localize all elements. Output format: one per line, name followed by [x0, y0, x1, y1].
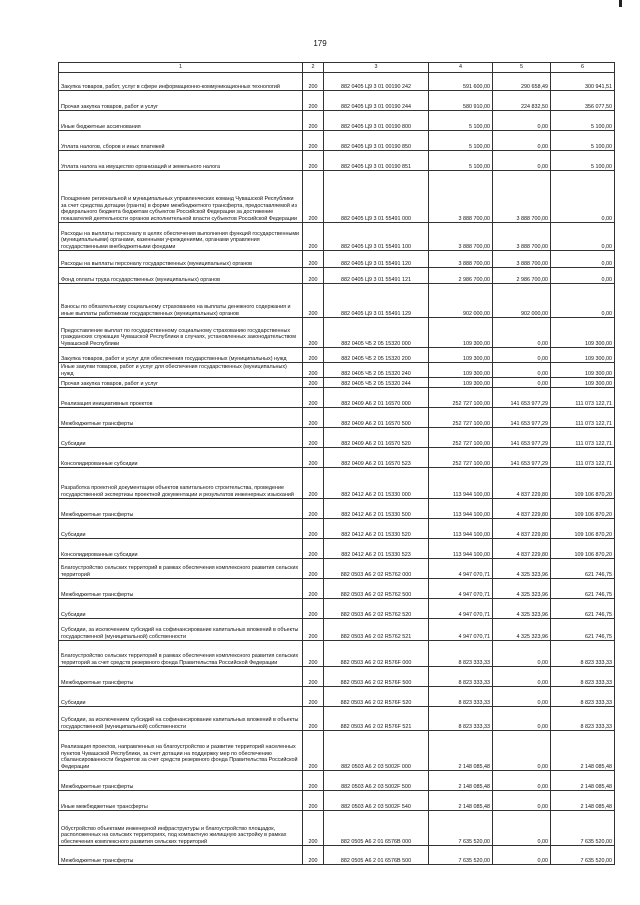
expenditure-name: Реализация проектов, направленных на благоустройство и развитие территорий населенных пунктов Чувашской Республики, за счет дотации на поддержку мер по обеспечению сбалансированности бюджетов за счет средств резервного фонда Правительства Российской Федерации — [59, 731, 303, 771]
code-column-2: 200 — [303, 519, 324, 539]
expenditure-name: Иные межбюджетные трансферты — [59, 791, 303, 811]
amount-col-4: 7 635 520,00 — [429, 846, 493, 865]
amount-col-6: 2 148 085,48 — [551, 791, 615, 811]
amount-col-6: 0,00 — [551, 268, 615, 284]
budget-code: 882 0503 А6 2 02 R576F 000 — [324, 641, 429, 667]
amount-col-6: 111 073 122,71 — [551, 388, 615, 408]
table-row — [59, 131, 615, 151]
amount-col-5: 0,00 — [493, 131, 551, 151]
amount-col-4: 109 300,00 — [429, 363, 493, 378]
budget-code: 882 0405 Ч5 2 05 15320 240 — [324, 363, 429, 378]
amount-col-6: 621 746,75 — [551, 579, 615, 599]
budget-code: 882 0503 А6 2 02 R5762 500 — [324, 579, 429, 599]
table-row — [59, 641, 615, 667]
budget-code: 882 0405 Ц9 3 01 00190 850 — [324, 131, 429, 151]
table-row — [59, 687, 615, 707]
amount-col-4: 109 300,00 — [429, 348, 493, 363]
amount-col-6: 109 106 870,20 — [551, 519, 615, 539]
amount-col-4: 4 947 070,71 — [429, 619, 493, 641]
expenditure-name: Прочая закупка товаров, работ и услуг — [59, 91, 303, 111]
code-column-2: 200 — [303, 388, 324, 408]
code-column-2: 200 — [303, 687, 324, 707]
code-column-2: 200 — [303, 91, 324, 111]
budget-code: 882 0405 Ц9 3 01 55491 100 — [324, 223, 429, 251]
code-column-2: 200 — [303, 428, 324, 448]
expenditure-name: Реализация инициативных проектов — [59, 388, 303, 408]
amount-col-5: 141 653 977,29 — [493, 428, 551, 448]
header-col-4: 4 — [429, 63, 493, 73]
table-row — [59, 91, 615, 111]
table-row — [59, 707, 615, 731]
amount-col-5: 0,00 — [493, 771, 551, 791]
expenditure-name: Благоустройство сельских территорий в рамках обеспечения комплексного развития сельских территорий за счет средств резервного фонда Правительства Российской Федерации — [59, 641, 303, 667]
budget-code: 882 0405 Ц9 3 01 55491 000 — [324, 171, 429, 223]
amount-col-5: 0,00 — [493, 791, 551, 811]
code-column-2: 200 — [303, 707, 324, 731]
amount-col-5: 4 325 323,96 — [493, 579, 551, 599]
code-column-2: 200 — [303, 468, 324, 499]
budget-code: 882 0405 Ч5 2 05 15320 200 — [324, 348, 429, 363]
amount-col-5: 0,00 — [493, 348, 551, 363]
amount-col-4: 113 944 100,00 — [429, 468, 493, 499]
table-row — [59, 268, 615, 284]
budget-code: 882 0503 А6 2 03 5002F 500 — [324, 771, 429, 791]
amount-col-4: 113 944 100,00 — [429, 519, 493, 539]
code-column-2: 200 — [303, 378, 324, 388]
amount-col-4: 5 100,00 — [429, 111, 493, 131]
code-column-2: 200 — [303, 811, 324, 846]
amount-col-6: 109 106 870,20 — [551, 468, 615, 499]
table-row — [59, 408, 615, 428]
code-column-2: 200 — [303, 641, 324, 667]
header-col-1: 1 — [59, 63, 303, 73]
expenditure-name: Уплата налога на имущество организаций и земельного налога — [59, 151, 303, 171]
amount-col-4: 252 727 100,00 — [429, 408, 493, 428]
amount-col-5: 0,00 — [493, 111, 551, 131]
budget-code: 882 0405 Ц9 3 01 55491 121 — [324, 268, 429, 284]
amount-col-4: 109 300,00 — [429, 318, 493, 348]
amount-col-5: 3 888 700,00 — [493, 171, 551, 223]
amount-col-4: 2 148 085,48 — [429, 791, 493, 811]
amount-col-6: 109 106 870,20 — [551, 539, 615, 559]
budget-code: 882 0409 А6 2 01 16570 500 — [324, 408, 429, 428]
budget-code: 882 0503 А6 2 02 R5762 520 — [324, 599, 429, 619]
amount-col-5: 224 832,50 — [493, 91, 551, 111]
amount-col-4: 591 600,00 — [429, 73, 493, 91]
header-col-5: 5 — [493, 63, 551, 73]
amount-col-4: 3 888 700,00 — [429, 223, 493, 251]
amount-col-6: 356 077,50 — [551, 91, 615, 111]
expenditure-name: Субсидии — [59, 599, 303, 619]
amount-col-4: 902 000,00 — [429, 284, 493, 318]
header-col-2: 2 — [303, 63, 324, 73]
code-column-2: 200 — [303, 846, 324, 865]
amount-col-5: 3 888 700,00 — [493, 251, 551, 268]
code-column-2: 200 — [303, 73, 324, 91]
table-row — [59, 468, 615, 499]
code-column-2: 200 — [303, 731, 324, 771]
budget-code: 882 0405 Ц9 3 01 00190 244 — [324, 91, 429, 111]
table-row — [59, 667, 615, 687]
amount-col-6: 111 073 122,71 — [551, 448, 615, 468]
table-row — [59, 846, 615, 865]
expenditure-name: Поощрение региональной и муниципальных управленческих команд Чувашской Республики за счет средства дотации (гранта) в форме межбюджетного трансферта, предоставляемой из федерального бюджета бюджетам субъектов Российской Федерации за достижение показателей деятельности органов исполнительной власти субъектов Российской Федерации — [59, 171, 303, 223]
budget-code: 882 0405 Ч5 2 05 15320 000 — [324, 318, 429, 348]
table-row — [59, 519, 615, 539]
amount-col-5: 0,00 — [493, 811, 551, 846]
amount-col-4: 3 888 700,00 — [429, 251, 493, 268]
amount-col-4: 3 888 700,00 — [429, 171, 493, 223]
amount-col-5: 0,00 — [493, 151, 551, 171]
expenditure-name: Разработка проектной документации объектов капитального строительства, проведение государственной экспертизы проектной документации и результатов инженерных изысканий — [59, 468, 303, 499]
budget-code: 882 0405 Ц9 3 01 55491 129 — [324, 284, 429, 318]
amount-col-6: 111 073 122,71 — [551, 428, 615, 448]
amount-col-5: 4 325 323,96 — [493, 619, 551, 641]
amount-col-6: 621 746,75 — [551, 559, 615, 579]
table-row — [59, 579, 615, 599]
amount-col-4: 5 100,00 — [429, 131, 493, 151]
expenditure-name: Закупка товаров, работ и услуг для обеспечения государственных (муниципальных) нужд — [59, 348, 303, 363]
amount-col-6: 111 073 122,71 — [551, 408, 615, 428]
amount-col-5: 4 837 229,80 — [493, 468, 551, 499]
amount-col-6: 109 300,00 — [551, 378, 615, 388]
budget-code: 882 0405 Ц9 3 01 00190 242 — [324, 73, 429, 91]
amount-col-6: 5 100,00 — [551, 111, 615, 131]
expenditure-name: Консолидированные субсидии — [59, 539, 303, 559]
expenditure-name: Прочая закупка товаров, работ и услуг — [59, 378, 303, 388]
amount-col-6: 2 148 085,48 — [551, 731, 615, 771]
code-column-2: 200 — [303, 771, 324, 791]
amount-col-4: 2 986 700,00 — [429, 268, 493, 284]
expenditure-name: Расходы на выплаты персоналу в целях обеспечения выполнения функций государственными (муниципальными) органами, казенными учреждениями, органами управления государственными внебюджетными фондами — [59, 223, 303, 251]
amount-col-6: 621 746,75 — [551, 619, 615, 641]
amount-col-4: 2 148 085,48 — [429, 771, 493, 791]
table-row — [59, 171, 615, 223]
table-row — [59, 539, 615, 559]
budget-code: 882 0503 А6 2 02 R576F 500 — [324, 667, 429, 687]
amount-col-5: 4 837 229,80 — [493, 519, 551, 539]
header-col-3: 3 — [324, 63, 429, 73]
table-row — [59, 811, 615, 846]
expenditure-name: Уплата налогов, сборов и иных платежей — [59, 131, 303, 151]
amount-col-6: 5 100,00 — [551, 151, 615, 171]
code-column-2: 200 — [303, 251, 324, 268]
amount-col-4: 113 944 100,00 — [429, 539, 493, 559]
table-row — [59, 284, 615, 318]
table-row — [59, 73, 615, 91]
expenditure-name: Иные закупки товаров, работ и услуг для обеспечения государственных (муниципальных) нужд — [59, 363, 303, 378]
table-row — [59, 223, 615, 251]
amount-col-6: 109 300,00 — [551, 348, 615, 363]
amount-col-4: 4 947 070,71 — [429, 599, 493, 619]
code-column-2: 200 — [303, 539, 324, 559]
code-column-2: 200 — [303, 223, 324, 251]
amount-col-6: 0,00 — [551, 223, 615, 251]
table-row — [59, 771, 615, 791]
amount-col-6: 8 823 333,33 — [551, 687, 615, 707]
scan-mark — [619, 0, 622, 7]
code-column-2: 200 — [303, 599, 324, 619]
header-row — [59, 63, 615, 73]
budget-code: 882 0503 А6 2 03 5002F 540 — [324, 791, 429, 811]
code-column-2: 200 — [303, 499, 324, 519]
amount-col-5: 902 000,00 — [493, 284, 551, 318]
amount-col-4: 252 727 100,00 — [429, 388, 493, 408]
expenditure-name: Субсидии — [59, 687, 303, 707]
amount-col-5: 0,00 — [493, 846, 551, 865]
budget-code: 882 0503 А6 2 02 R5762 521 — [324, 619, 429, 641]
amount-col-5: 0,00 — [493, 363, 551, 378]
amount-col-6: 8 823 333,33 — [551, 707, 615, 731]
table-row — [59, 111, 615, 131]
expenditure-name: Предоставление выплат по государственному социальному страхованию государственных гражданских служащих Чувашской Республики в случаях, установленных законодательством Чувашской Республики — [59, 318, 303, 348]
budget-code: 882 0503 А6 2 02 R576F 521 — [324, 707, 429, 731]
code-column-2: 200 — [303, 667, 324, 687]
amount-col-5: 4 325 323,96 — [493, 599, 551, 619]
code-column-2: 200 — [303, 171, 324, 223]
amount-col-4: 109 300,00 — [429, 378, 493, 388]
expenditure-name: Межбюджетные трансферты — [59, 846, 303, 865]
code-column-2: 200 — [303, 363, 324, 378]
table-row — [59, 318, 615, 348]
expenditure-name: Иные бюджетные ассигнования — [59, 111, 303, 131]
table-row — [59, 448, 615, 468]
amount-col-6: 7 635 520,00 — [551, 846, 615, 865]
amount-col-4: 4 947 070,71 — [429, 559, 493, 579]
code-column-2: 200 — [303, 579, 324, 599]
header-col-6: 6 — [551, 63, 615, 73]
amount-col-6: 109 300,00 — [551, 318, 615, 348]
code-column-2: 200 — [303, 111, 324, 131]
expenditure-name: Межбюджетные трансферты — [59, 771, 303, 791]
budget-code: 882 0505 А6 2 01 6576В 500 — [324, 846, 429, 865]
budget-table — [58, 62, 615, 865]
amount-col-4: 7 635 520,00 — [429, 811, 493, 846]
budget-code: 882 0412 А6 2 01 15330 500 — [324, 499, 429, 519]
amount-col-6: 8 823 333,33 — [551, 667, 615, 687]
budget-code: 882 0412 А6 2 01 15330 000 — [324, 468, 429, 499]
budget-code: 882 0405 Ч5 2 05 15320 244 — [324, 378, 429, 388]
expenditure-name: Благоустройство сельских территорий в рамках обеспечения комплексного развития сельских территорий — [59, 559, 303, 579]
table-row — [59, 599, 615, 619]
table-row — [59, 619, 615, 641]
amount-col-4: 252 727 100,00 — [429, 448, 493, 468]
budget-code: 882 0412 А6 2 01 15330 520 — [324, 519, 429, 539]
code-column-2: 200 — [303, 151, 324, 171]
table-row — [59, 731, 615, 771]
amount-col-6: 8 823 333,33 — [551, 641, 615, 667]
budget-code: 882 0409 А6 2 01 16570 523 — [324, 448, 429, 468]
amount-col-5: 4 325 323,96 — [493, 559, 551, 579]
code-column-2: 200 — [303, 448, 324, 468]
expenditure-name: Межбюджетные трансферты — [59, 667, 303, 687]
amount-col-5: 141 653 977,29 — [493, 388, 551, 408]
amount-col-4: 2 148 085,48 — [429, 731, 493, 771]
amount-col-4: 8 823 333,33 — [429, 707, 493, 731]
amount-col-5: 4 837 229,80 — [493, 499, 551, 519]
amount-col-5: 290 658,49 — [493, 73, 551, 91]
amount-col-5: 0,00 — [493, 378, 551, 388]
amount-col-4: 4 947 070,71 — [429, 579, 493, 599]
expenditure-name: Межбюджетные трансферты — [59, 579, 303, 599]
expenditure-name: Межбюджетные трансферты — [59, 408, 303, 428]
amount-col-5: 3 888 700,00 — [493, 223, 551, 251]
amount-col-4: 8 823 333,33 — [429, 667, 493, 687]
amount-col-6: 7 635 520,00 — [551, 811, 615, 846]
amount-col-5: 0,00 — [493, 641, 551, 667]
expenditure-name: Фонд оплаты труда государственных (муниципальных) органов — [59, 268, 303, 284]
budget-code: 882 0405 Ц9 3 01 00190 851 — [324, 151, 429, 171]
amount-col-6: 5 100,00 — [551, 131, 615, 151]
amount-col-5: 4 837 229,80 — [493, 539, 551, 559]
amount-col-5: 0,00 — [493, 667, 551, 687]
amount-col-5: 0,00 — [493, 687, 551, 707]
page-number: 179 — [313, 39, 327, 48]
expenditure-name: Субсидии — [59, 428, 303, 448]
code-column-2: 200 — [303, 131, 324, 151]
table-row — [59, 378, 615, 388]
amount-col-5: 141 653 977,29 — [493, 408, 551, 428]
code-column-2: 200 — [303, 408, 324, 428]
expenditure-name: Субсидии — [59, 519, 303, 539]
code-column-2: 200 — [303, 284, 324, 318]
budget-code: 882 0503 А6 2 02 R576F 520 — [324, 687, 429, 707]
table-row — [59, 388, 615, 408]
budget-code: 882 0503 А6 2 02 R5762 000 — [324, 559, 429, 579]
code-column-2: 200 — [303, 559, 324, 579]
budget-code: 882 0503 А6 2 03 5002F 000 — [324, 731, 429, 771]
amount-col-4: 5 100,00 — [429, 151, 493, 171]
code-column-2: 200 — [303, 318, 324, 348]
amount-col-4: 8 823 333,33 — [429, 641, 493, 667]
table-row — [59, 251, 615, 268]
amount-col-6: 2 148 085,48 — [551, 771, 615, 791]
code-column-2: 200 — [303, 791, 324, 811]
budget-code: 882 0409 А6 2 01 16570 520 — [324, 428, 429, 448]
expenditure-name: Взносы по обязательному социальному страхованию на выплаты денежного содержания и иные выплаты работникам государственных (муниципальных) органов — [59, 284, 303, 318]
table-row — [59, 428, 615, 448]
amount-col-6: 621 746,75 — [551, 599, 615, 619]
budget-code: 882 0412 А6 2 01 15330 523 — [324, 539, 429, 559]
table-row — [59, 151, 615, 171]
expenditure-name: Консолидированные субсидии — [59, 448, 303, 468]
table-row — [59, 499, 615, 519]
amount-col-6: 109 300,00 — [551, 363, 615, 378]
amount-col-5: 2 986 700,00 — [493, 268, 551, 284]
amount-col-4: 8 823 333,33 — [429, 687, 493, 707]
expenditure-name: Субсидии, за исключением субсидий на софинансирование капитальных вложений в объекты государственной (муниципальной) собственности — [59, 707, 303, 731]
expenditure-name: Субсидии, за исключением субсидий на софинансирование капитальных вложений в объекты государственной (муниципальной) собственности — [59, 619, 303, 641]
amount-col-4: 113 944 100,00 — [429, 499, 493, 519]
expenditure-name: Расходы на выплаты персоналу государственных (муниципальных) органов — [59, 251, 303, 268]
code-column-2: 200 — [303, 619, 324, 641]
table-row — [59, 348, 615, 363]
code-column-2: 200 — [303, 348, 324, 363]
expenditure-name: Закупка товаров, работ, услуг в сфере информационно-коммуникационных технологий — [59, 73, 303, 91]
amount-col-5: 0,00 — [493, 318, 551, 348]
expenditure-name: Межбюджетные трансферты — [59, 499, 303, 519]
amount-col-6: 0,00 — [551, 171, 615, 223]
budget-code: 882 0409 А6 2 01 16570 000 — [324, 388, 429, 408]
amount-col-4: 252 727 100,00 — [429, 428, 493, 448]
amount-col-6: 0,00 — [551, 251, 615, 268]
amount-col-5: 0,00 — [493, 731, 551, 771]
amount-col-6: 109 106 870,20 — [551, 499, 615, 519]
table-row — [59, 559, 615, 579]
amount-col-6: 300 941,51 — [551, 73, 615, 91]
amount-col-5: 141 653 977,29 — [493, 448, 551, 468]
table-row — [59, 363, 615, 378]
amount-col-4: 580 910,00 — [429, 91, 493, 111]
amount-col-5: 0,00 — [493, 707, 551, 731]
budget-code: 882 0505 А6 2 01 6576В 000 — [324, 811, 429, 846]
amount-col-6: 0,00 — [551, 284, 615, 318]
budget-code: 882 0405 Ц9 3 01 55491 120 — [324, 251, 429, 268]
budget-code: 882 0405 Ц9 3 01 00190 800 — [324, 111, 429, 131]
expenditure-name: Обустройство объектами инженерной инфраструктуры и благоустройство площадок, расположенных на сельских территориях, под компактную жилищную застройку в рамках обеспечения комплексного развития сельских территорий — [59, 811, 303, 846]
table-row — [59, 791, 615, 811]
code-column-2: 200 — [303, 268, 324, 284]
